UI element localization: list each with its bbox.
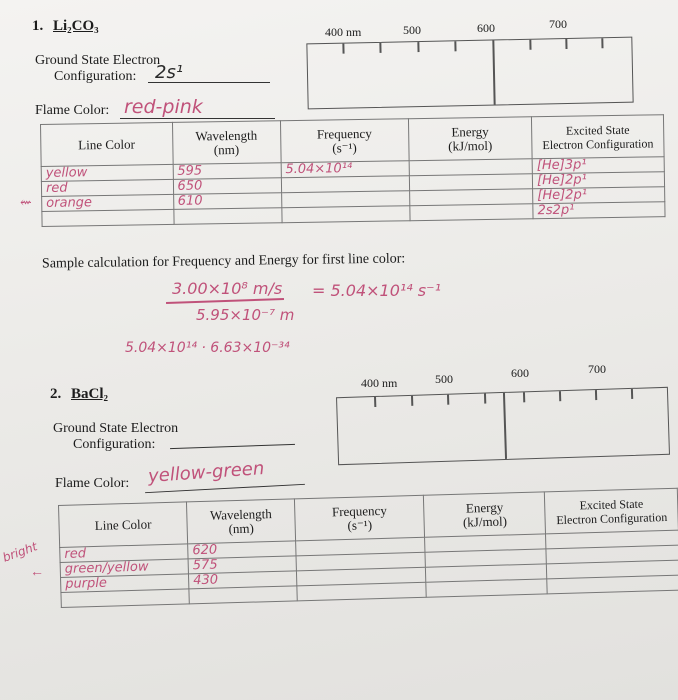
spectrum1-tick (601, 38, 603, 48)
calc-energy: 5.04×10¹⁴ · 6.63×10⁻³⁴ (125, 340, 290, 356)
problem2-heading (50, 386, 108, 403)
row-color: purple (61, 574, 189, 593)
header-excited-state (545, 488, 678, 534)
spectrum1-tick (529, 40, 531, 50)
calc-fraction-bar (166, 298, 284, 304)
margin-arrow-icon: ⇜ (20, 196, 32, 211)
header-excited-sub: Electron Configuration (542, 135, 654, 152)
header-wavelength (172, 121, 281, 165)
header-energy (424, 492, 546, 537)
spectrum1-tick (454, 41, 456, 51)
spectrum2-tick (374, 397, 376, 407)
header-wavelength-label: Wavelength (209, 505, 272, 523)
problem1-configuration-answer: 2s¹ (155, 62, 184, 83)
row-color: green/yellow (60, 559, 188, 578)
row-excited (547, 575, 678, 594)
row-wavelength: 650 (173, 178, 281, 195)
header-frequency-label: Frequency (331, 502, 388, 519)
row-energy (409, 204, 533, 221)
spectrum1-tick (342, 44, 344, 54)
margin-note: bright (0, 539, 40, 565)
problem2-flame-color-label: Flame Color: (55, 476, 130, 491)
margin-arrow-icon: ← (30, 565, 44, 580)
row-excited: [He]2p¹ (533, 187, 665, 204)
problem1-flame-color-label: Flame Color: (35, 103, 110, 118)
problem2-number: 2. (50, 386, 62, 402)
header-excited-label: Excited State (579, 496, 644, 512)
spectrum1-divider (492, 40, 495, 104)
spectrum2-tick (411, 396, 413, 406)
header-wavelength (187, 499, 296, 544)
row-color: red (60, 544, 188, 563)
spectrum2-label-700: 700 (588, 362, 606, 376)
header-energy-unit: (kJ/mol) (462, 512, 508, 530)
problem1-heading (32, 18, 99, 35)
row-energy (426, 579, 548, 597)
row-wavelength (189, 586, 297, 604)
row-frequency (297, 582, 427, 601)
problem1-table (40, 114, 666, 227)
row-frequency (282, 206, 410, 223)
header-wavelength-unit: (nm) (228, 520, 255, 536)
spectrum2-box (336, 387, 670, 465)
row-color: yellow (41, 164, 173, 181)
spectrum1-label-500: 500 (403, 23, 421, 37)
spectrum2-tick (523, 392, 525, 402)
header-excited-label: Excited State (565, 122, 630, 138)
problem2-ground-state-label: Ground State Electron (53, 421, 179, 436)
header-energy-unit: (kJ/mol) (448, 137, 493, 154)
spectrum1-tick (565, 39, 567, 49)
problem1-flame-color-answer: red-pink (124, 96, 203, 118)
spectrum2-label-600: 600 (511, 366, 529, 380)
problem1-ground-state-label: Ground State Electron (35, 53, 161, 68)
spectrum2-label-400: 400 nm (361, 376, 398, 390)
header-frequency-unit: (s⁻¹) (332, 139, 357, 155)
header-energy-label: Energy (451, 123, 489, 140)
problem1-number: 1. (32, 18, 44, 34)
header-frequency-label: Frequency (316, 125, 372, 142)
row-wavelength: 595 (173, 163, 281, 180)
spectrum2-label-500: 500 (435, 372, 453, 386)
spectrum2-tick (631, 389, 633, 399)
row-excited: 2s2p¹ (533, 202, 665, 219)
header-wavelength-unit: (nm) (213, 141, 240, 157)
spectrum1-label-700: 700 (549, 17, 567, 31)
calc-result: = 5.04×10¹⁴ s⁻¹ (312, 281, 441, 300)
header-frequency-unit: (s⁻¹) (347, 516, 373, 533)
row-wavelength: 610 (173, 193, 281, 210)
spectrum2-tick (595, 390, 597, 400)
problem2-table (58, 488, 678, 608)
spectrum2-divider (503, 393, 507, 459)
problem1-flame-underline (120, 118, 275, 119)
header-frequency (294, 495, 424, 541)
spectrum2-tick (447, 395, 449, 405)
header-excited-state (532, 115, 664, 159)
sample-calc-label: Sample calculation for Frequency and Energy for first line color: (41, 251, 406, 272)
spectrum2-tick (559, 391, 561, 401)
spectrum1-label-600: 600 (477, 21, 495, 35)
header-energy-label: Energy (465, 499, 504, 516)
row-color: red (41, 179, 173, 196)
spectrum1-tick (417, 42, 419, 52)
row-wavelength (173, 208, 281, 225)
row-excited: [He]2p¹ (532, 172, 664, 189)
header-energy (408, 117, 532, 161)
spectrum1-box (306, 37, 633, 110)
row-excited: [He]3p¹ (532, 157, 664, 174)
calc-denominator: 5.95×10⁻⁷ m (196, 306, 295, 324)
row-color: orange (42, 194, 174, 211)
problem2-configuration-underline (170, 444, 295, 449)
problem2-flame-color-answer: yellow-green (147, 457, 265, 488)
problem1-configuration-label: Configuration: (54, 69, 137, 84)
row-frequency: 5.04×10¹⁴ (281, 161, 409, 178)
header-line-color: Line Color (59, 502, 188, 548)
header-frequency (280, 119, 409, 163)
problem2-configuration-label: Configuration: (73, 437, 156, 452)
row-wavelength: 575 (188, 556, 296, 574)
header-excited-sub: Electron Configuration (556, 509, 668, 527)
row-color (61, 589, 189, 608)
spectrum1-label-400: 400 nm (325, 25, 362, 39)
spectrum1-tick (379, 43, 381, 53)
header-wavelength-label: Wavelength (195, 127, 258, 144)
spectrum2-tick (484, 394, 486, 404)
row-wavelength: 620 (188, 541, 296, 559)
calc-numerator: 3.00×10⁸ m/s (172, 279, 283, 298)
problem1-compound: Li₂CO₃ (53, 18, 99, 34)
row-color (42, 209, 174, 226)
row-wavelength: 430 (189, 571, 297, 589)
header-line-color: Line Color (41, 122, 173, 166)
problem2-compound: BaCl₂ (71, 386, 109, 402)
